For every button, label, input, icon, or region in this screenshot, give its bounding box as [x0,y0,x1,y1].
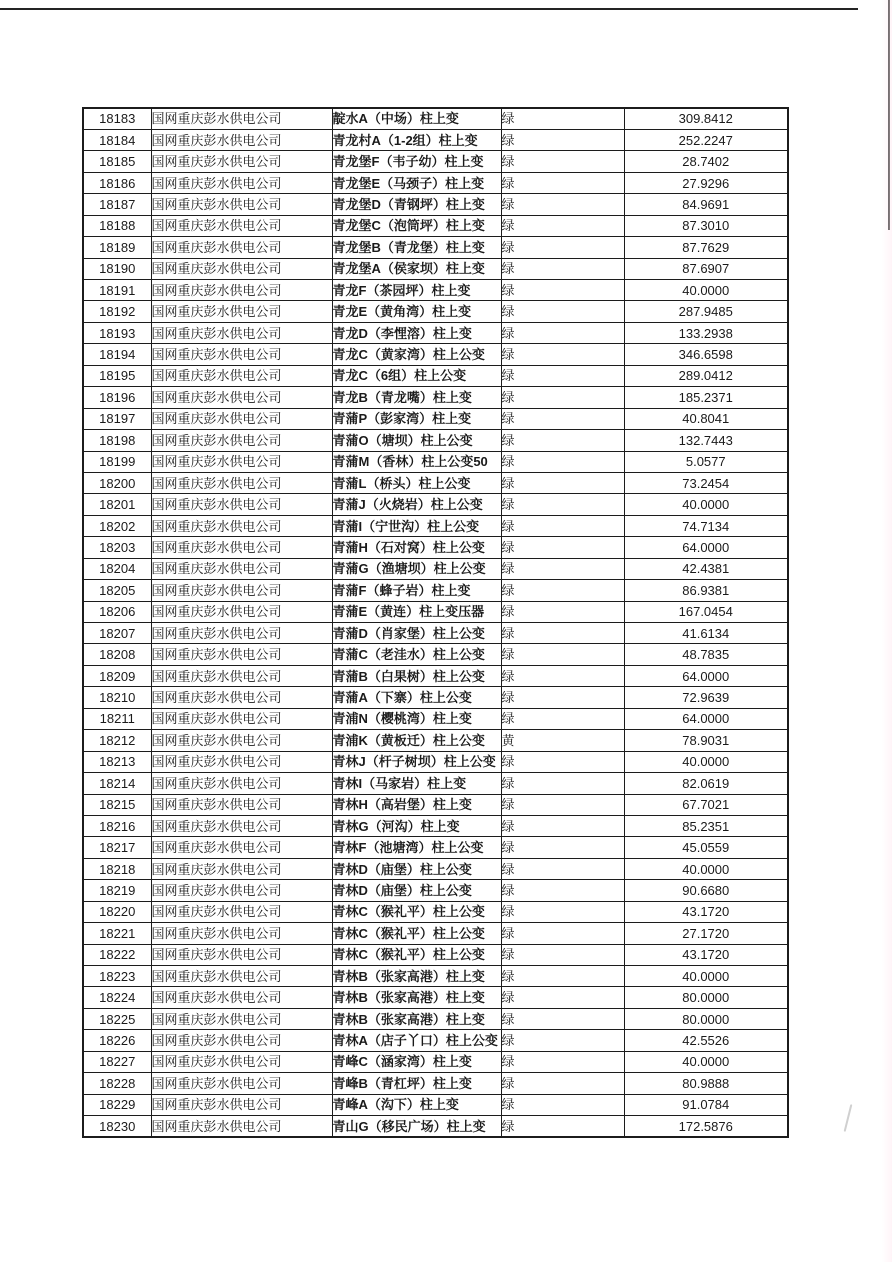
row-id-cell: 18213 [83,751,151,772]
value-cell: 87.6907 [624,258,788,279]
value-cell: 40.0000 [624,751,788,772]
value-cell: 74.7134 [624,515,788,536]
table-row [83,880,788,901]
transformer-name-cell: 青蒲E（黄连）柱上变压器 [332,601,501,622]
company-cell: 国网重庆彭水供电公司 [151,1094,332,1115]
status-cell: 绿 [501,1094,624,1115]
row-id-cell: 18193 [83,322,151,343]
status-cell: 绿 [501,301,624,322]
row-id-cell: 18190 [83,258,151,279]
transformer-name-cell: 青龙C（黄家湾）柱上公变 [332,344,501,365]
transformer-name-cell: 青蒲O（塘坝）柱上公变 [332,430,501,451]
company-cell: 国网重庆彭水供电公司 [151,387,332,408]
transformer-name-cell: 青蒲M（香林）柱上公变50 [332,451,501,472]
row-id-cell: 18185 [83,151,151,172]
row-id-cell: 18226 [83,1030,151,1051]
value-cell: 133.2938 [624,322,788,343]
row-id-cell: 18220 [83,901,151,922]
transformer-name-cell: 青龙堡F（韦子幼）柱上变 [332,151,501,172]
status-cell: 绿 [501,344,624,365]
transformer-name-cell: 青林B（张家高港）柱上变 [332,1008,501,1029]
transformer-table [82,107,789,1138]
value-cell: 90.6680 [624,880,788,901]
row-id-cell: 18195 [83,365,151,386]
row-id-cell: 18201 [83,494,151,515]
value-cell: 43.1720 [624,901,788,922]
row-id-cell: 18221 [83,923,151,944]
company-cell: 国网重庆彭水供电公司 [151,108,332,129]
row-id-cell: 18229 [83,1094,151,1115]
transformer-name-cell: 青龙C（6组）柱上公变 [332,365,501,386]
company-cell: 国网重庆彭水供电公司 [151,708,332,729]
table-row [83,194,788,215]
value-cell: 73.2454 [624,472,788,493]
row-id-cell: 18217 [83,837,151,858]
status-cell: 绿 [501,151,624,172]
table-row [83,901,788,922]
table-row [83,794,788,815]
value-cell: 40.0000 [624,494,788,515]
transformer-name-cell: 青浦K（黄板迁）柱上公变 [332,730,501,751]
table-row [83,1051,788,1072]
row-id-cell: 18211 [83,708,151,729]
company-cell: 国网重庆彭水供电公司 [151,901,332,922]
value-cell: 86.9381 [624,580,788,601]
value-cell: 91.0784 [624,1094,788,1115]
company-cell: 国网重庆彭水供电公司 [151,451,332,472]
transformer-name-cell: 青林H（高岩堡）柱上变 [332,794,501,815]
status-cell: 绿 [501,515,624,536]
status-cell: 绿 [501,129,624,150]
row-id-cell: 18188 [83,215,151,236]
row-id-cell: 18207 [83,623,151,644]
transformer-name-cell: 青林C（猴礼平）柱上公变 [332,944,501,965]
status-cell: 绿 [501,172,624,193]
value-cell: 172.5876 [624,1116,788,1137]
transformer-name-cell: 靛水A（中场）柱上变 [332,108,501,129]
status-cell: 绿 [501,923,624,944]
status-cell: 绿 [501,215,624,236]
value-cell: 67.7021 [624,794,788,815]
status-cell: 绿 [501,751,624,772]
status-cell: 绿 [501,1116,624,1137]
transformer-name-cell: 青蒲J（火烧岩）柱上公变 [332,494,501,515]
status-cell: 绿 [501,472,624,493]
transformer-name-cell: 青龙堡C（泡筒坪）柱上变 [332,215,501,236]
company-cell: 国网重庆彭水供电公司 [151,194,332,215]
transformer-name-cell: 青林C（猴礼平）柱上公变 [332,901,501,922]
transformer-name-cell: 青蒲I（宁世沟）柱上公变 [332,515,501,536]
row-id-cell: 18197 [83,408,151,429]
transformer-name-cell: 青龙村A（1-2组）柱上变 [332,129,501,150]
transformer-name-cell: 青蒲P（彭家湾）柱上变 [332,408,501,429]
transformer-name-cell: 青林F（池塘湾）柱上公变 [332,837,501,858]
table-row [83,837,788,858]
transformer-name-cell: 青峰A（沟下）柱上变 [332,1094,501,1115]
value-cell: 287.9485 [624,301,788,322]
company-cell: 国网重庆彭水供电公司 [151,1073,332,1094]
row-id-cell: 18202 [83,515,151,536]
status-cell: 绿 [501,794,624,815]
row-id-cell: 18214 [83,773,151,794]
row-id-cell: 18205 [83,580,151,601]
status-cell: 绿 [501,494,624,515]
status-cell: 绿 [501,665,624,686]
value-cell: 45.0559 [624,837,788,858]
value-cell: 48.7835 [624,644,788,665]
status-cell: 绿 [501,1073,624,1094]
scan-artifact [844,1104,853,1132]
company-cell: 国网重庆彭水供电公司 [151,815,332,836]
table-row [83,623,788,644]
transformer-name-cell: 青林B（张家高港）柱上变 [332,987,501,1008]
status-cell: 绿 [501,108,624,129]
transformer-name-cell: 青龙堡A（侯家坝）柱上变 [332,258,501,279]
company-cell: 国网重庆彭水供电公司 [151,601,332,622]
value-cell: 64.0000 [624,708,788,729]
value-cell: 40.0000 [624,966,788,987]
company-cell: 国网重庆彭水供电公司 [151,880,332,901]
row-id-cell: 18191 [83,280,151,301]
company-cell: 国网重庆彭水供电公司 [151,665,332,686]
value-cell: 64.0000 [624,537,788,558]
row-id-cell: 18199 [83,451,151,472]
table-row [83,472,788,493]
table-row [83,494,788,515]
company-cell: 国网重庆彭水供电公司 [151,644,332,665]
status-cell: 绿 [501,387,624,408]
company-cell: 国网重庆彭水供电公司 [151,494,332,515]
transformer-name-cell: 青龙F（茶园坪）柱上变 [332,280,501,301]
transformer-name-cell: 青龙E（黄角湾）柱上变 [332,301,501,322]
table-row [83,730,788,751]
transformer-name-cell: 青林C（猴礼平）柱上公变 [332,923,501,944]
company-cell: 国网重庆彭水供电公司 [151,580,332,601]
table-row [83,537,788,558]
value-cell: 87.7629 [624,237,788,258]
status-cell: 绿 [501,451,624,472]
table-row [83,151,788,172]
status-cell: 绿 [501,558,624,579]
row-id-cell: 18198 [83,430,151,451]
transformer-name-cell: 青龙D（李悝溶）柱上变 [332,322,501,343]
transformer-name-cell: 青浦N（樱桃湾）柱上变 [332,708,501,729]
transformer-name-cell: 青林B（张家高港）柱上变 [332,966,501,987]
status-cell: 绿 [501,322,624,343]
company-cell: 国网重庆彭水供电公司 [151,858,332,879]
table-row [83,322,788,343]
value-cell: 185.2371 [624,387,788,408]
table-row [83,129,788,150]
table-row [83,966,788,987]
table-row [83,1116,788,1137]
row-id-cell: 18228 [83,1073,151,1094]
value-cell: 167.0454 [624,601,788,622]
transformer-name-cell: 青林D（庙堡）柱上公变 [332,858,501,879]
row-id-cell: 18186 [83,172,151,193]
company-cell: 国网重庆彭水供电公司 [151,344,332,365]
table-row [83,365,788,386]
status-cell: 黄 [501,730,624,751]
transformer-name-cell: 青林D（庙堡）柱上公变 [332,880,501,901]
company-cell: 国网重庆彭水供电公司 [151,1030,332,1051]
value-cell: 40.0000 [624,1051,788,1072]
table-row [83,580,788,601]
company-cell: 国网重庆彭水供电公司 [151,172,332,193]
page-right-border-line [888,0,890,230]
table-row [83,601,788,622]
company-cell: 国网重庆彭水供电公司 [151,987,332,1008]
transformer-name-cell: 青龙堡D（青钢坪）柱上变 [332,194,501,215]
row-id-cell: 18210 [83,687,151,708]
table-row [83,344,788,365]
company-cell: 国网重庆彭水供电公司 [151,215,332,236]
table-row [83,301,788,322]
company-cell: 国网重庆彭水供电公司 [151,151,332,172]
status-cell: 绿 [501,687,624,708]
value-cell: 27.1720 [624,923,788,944]
status-cell: 绿 [501,1008,624,1029]
table-row [83,923,788,944]
status-cell: 绿 [501,901,624,922]
table-row [83,451,788,472]
status-cell: 绿 [501,408,624,429]
company-cell: 国网重庆彭水供电公司 [151,472,332,493]
company-cell: 国网重庆彭水供电公司 [151,515,332,536]
row-id-cell: 18189 [83,237,151,258]
row-id-cell: 18223 [83,966,151,987]
table-row [83,751,788,772]
row-id-cell: 18200 [83,472,151,493]
value-cell: 289.0412 [624,365,788,386]
company-cell: 国网重庆彭水供电公司 [151,322,332,343]
row-id-cell: 18194 [83,344,151,365]
company-cell: 国网重庆彭水供电公司 [151,1051,332,1072]
row-id-cell: 18183 [83,108,151,129]
status-cell: 绿 [501,858,624,879]
company-cell: 国网重庆彭水供电公司 [151,966,332,987]
value-cell: 346.6598 [624,344,788,365]
table-row [83,687,788,708]
table-row [83,108,788,129]
value-cell: 132.7443 [624,430,788,451]
row-id-cell: 18222 [83,944,151,965]
page-top-border-line [0,8,858,10]
table-row [83,858,788,879]
value-cell: 42.4381 [624,558,788,579]
row-id-cell: 18187 [83,194,151,215]
row-id-cell: 18208 [83,644,151,665]
table-row [83,815,788,836]
status-cell: 绿 [501,944,624,965]
row-id-cell: 18216 [83,815,151,836]
status-cell: 绿 [501,430,624,451]
transformer-name-cell: 青蒲L（桥头）柱上公变 [332,472,501,493]
company-cell: 国网重庆彭水供电公司 [151,623,332,644]
table-row [83,773,788,794]
value-cell: 80.9888 [624,1073,788,1094]
company-cell: 国网重庆彭水供电公司 [151,537,332,558]
company-cell: 国网重庆彭水供电公司 [151,129,332,150]
company-cell: 国网重庆彭水供电公司 [151,687,332,708]
company-cell: 国网重庆彭水供电公司 [151,301,332,322]
company-cell: 国网重庆彭水供电公司 [151,365,332,386]
transformer-name-cell: 青林I（马家岩）柱上变 [332,773,501,794]
row-id-cell: 18224 [83,987,151,1008]
company-cell: 国网重庆彭水供电公司 [151,237,332,258]
transformer-name-cell: 青峰B（青杠坪）柱上变 [332,1073,501,1094]
table-row [83,1030,788,1051]
status-cell: 绿 [501,280,624,301]
row-id-cell: 18204 [83,558,151,579]
company-cell: 国网重庆彭水供电公司 [151,280,332,301]
row-id-cell: 18203 [83,537,151,558]
value-cell: 82.0619 [624,773,788,794]
row-id-cell: 18227 [83,1051,151,1072]
company-cell: 国网重庆彭水供电公司 [151,1116,332,1137]
row-id-cell: 18230 [83,1116,151,1137]
transformer-name-cell: 青林J（杆子树坝）柱上公变 [332,751,501,772]
transformer-name-cell: 青林A（店子丫口）柱上公变 [332,1030,501,1051]
status-cell: 绿 [501,1051,624,1072]
status-cell: 绿 [501,773,624,794]
row-id-cell: 18225 [83,1008,151,1029]
value-cell: 87.3010 [624,215,788,236]
company-cell: 国网重庆彭水供电公司 [151,408,332,429]
row-id-cell: 18192 [83,301,151,322]
transformer-name-cell: 青蒲G（渔塘坝）柱上公变 [332,558,501,579]
company-cell: 国网重庆彭水供电公司 [151,1008,332,1029]
status-cell: 绿 [501,708,624,729]
table-row [83,408,788,429]
value-cell: 40.8041 [624,408,788,429]
row-id-cell: 18206 [83,601,151,622]
table-row [83,237,788,258]
row-id-cell: 18215 [83,794,151,815]
transformer-name-cell: 青蒲C（老洼水）柱上公变 [332,644,501,665]
value-cell: 85.2351 [624,815,788,836]
company-cell: 国网重庆彭水供电公司 [151,773,332,794]
transformer-name-cell: 青林G（河沟）柱上变 [332,815,501,836]
status-cell: 绿 [501,623,624,644]
row-id-cell: 18218 [83,858,151,879]
value-cell: 78.9031 [624,730,788,751]
transformer-name-cell: 青蒲B（白果树）柱上公变 [332,665,501,686]
company-cell: 国网重庆彭水供电公司 [151,923,332,944]
value-cell: 80.0000 [624,1008,788,1029]
table-row [83,1094,788,1115]
transformer-name-cell: 青蒲A（下寨）柱上公变 [332,687,501,708]
table-row [83,987,788,1008]
table-row [83,644,788,665]
status-cell: 绿 [501,258,624,279]
company-cell: 国网重庆彭水供电公司 [151,730,332,751]
status-cell: 绿 [501,365,624,386]
value-cell: 27.9296 [624,172,788,193]
value-cell: 28.7402 [624,151,788,172]
value-cell: 64.0000 [624,665,788,686]
company-cell: 国网重庆彭水供电公司 [151,751,332,772]
status-cell: 绿 [501,987,624,1008]
value-cell: 252.2247 [624,129,788,150]
company-cell: 国网重庆彭水供电公司 [151,258,332,279]
value-cell: 84.9691 [624,194,788,215]
table-row [83,1008,788,1029]
status-cell: 绿 [501,580,624,601]
row-id-cell: 18209 [83,665,151,686]
table-row [83,258,788,279]
row-id-cell: 18184 [83,129,151,150]
row-id-cell: 18219 [83,880,151,901]
company-cell: 国网重庆彭水供电公司 [151,794,332,815]
table-row [83,172,788,193]
value-cell: 43.1720 [624,944,788,965]
transformer-name-cell: 青蒲F（蜂子岩）柱上变 [332,580,501,601]
status-cell: 绿 [501,1030,624,1051]
table-row [83,665,788,686]
status-cell: 绿 [501,644,624,665]
transformer-name-cell: 青龙B（青龙嘴）柱上变 [332,387,501,408]
value-cell: 40.0000 [624,280,788,301]
table-row [83,944,788,965]
company-cell: 国网重庆彭水供电公司 [151,944,332,965]
company-cell: 国网重庆彭水供电公司 [151,558,332,579]
table-row [83,515,788,536]
status-cell: 绿 [501,237,624,258]
company-cell: 国网重庆彭水供电公司 [151,430,332,451]
table-row [83,215,788,236]
transformer-name-cell: 青蒲H（石对窝）柱上公变 [332,537,501,558]
value-cell: 42.5526 [624,1030,788,1051]
value-cell: 40.0000 [624,858,788,879]
scan-edge-tint [882,0,892,1262]
status-cell: 绿 [501,537,624,558]
table-row [83,1073,788,1094]
row-id-cell: 18212 [83,730,151,751]
status-cell: 绿 [501,815,624,836]
transformer-name-cell: 青龙堡E（马颈子）柱上变 [332,172,501,193]
value-cell: 72.9639 [624,687,788,708]
table-row [83,430,788,451]
status-cell: 绿 [501,601,624,622]
table-row [83,558,788,579]
transformer-name-cell: 青峰C（涵家湾）柱上变 [332,1051,501,1072]
company-cell: 国网重庆彭水供电公司 [151,837,332,858]
transformer-name-cell: 青蒲D（肖家堡）柱上公变 [332,623,501,644]
transformer-name-cell: 青山G（移民广场）柱上变 [332,1116,501,1137]
status-cell: 绿 [501,194,624,215]
table-row [83,387,788,408]
transformer-name-cell: 青龙堡B（青龙堡）柱上变 [332,237,501,258]
transformer-table-body [83,108,788,1137]
row-id-cell: 18196 [83,387,151,408]
status-cell: 绿 [501,880,624,901]
status-cell: 绿 [501,966,624,987]
table-row [83,708,788,729]
value-cell: 309.8412 [624,108,788,129]
status-cell: 绿 [501,837,624,858]
value-cell: 5.0577 [624,451,788,472]
value-cell: 41.6134 [624,623,788,644]
value-cell: 80.0000 [624,987,788,1008]
table-row [83,280,788,301]
